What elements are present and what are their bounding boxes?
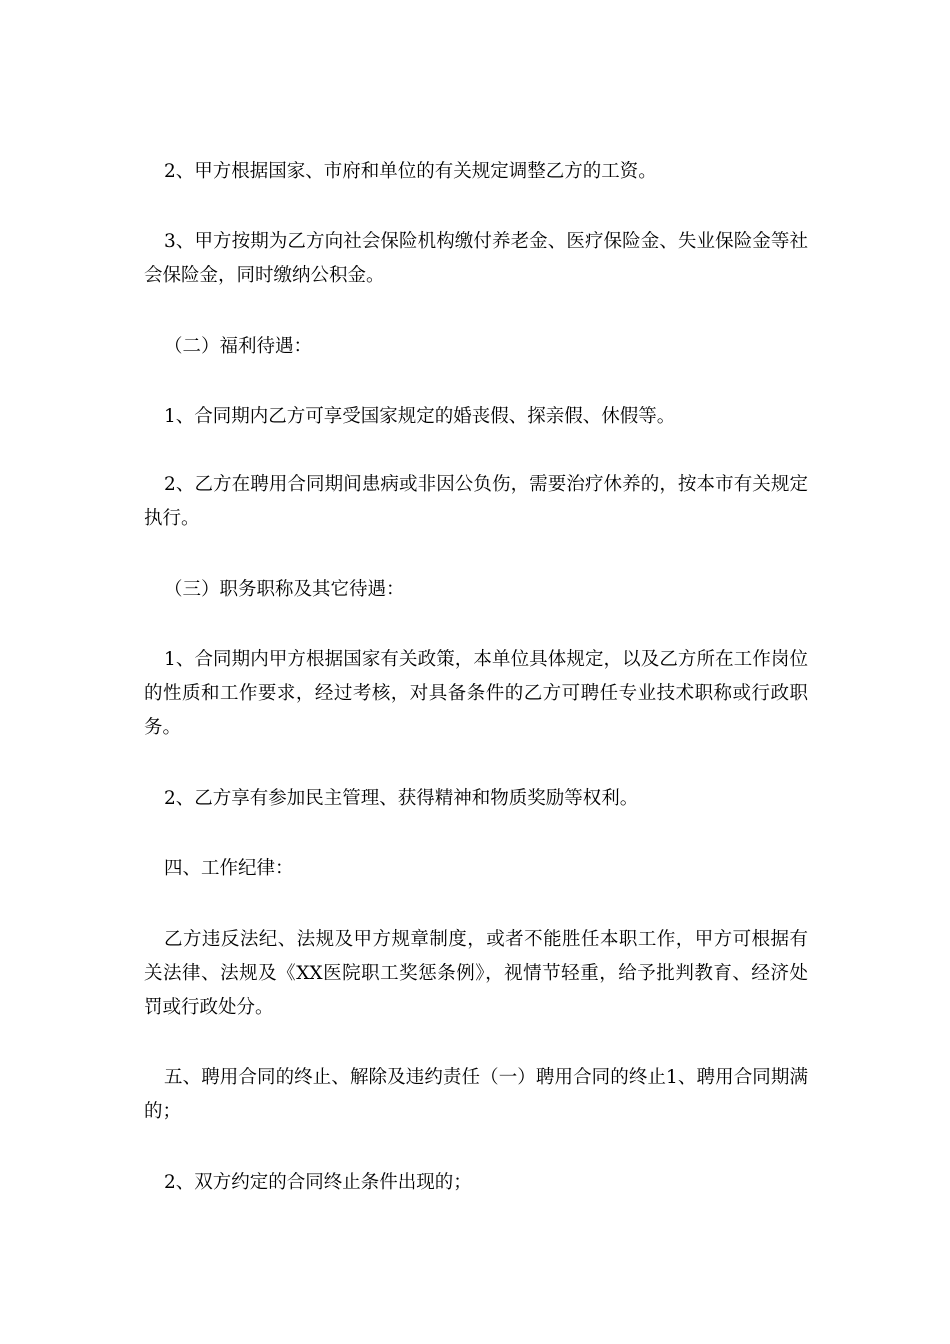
heading-position-title: （三）职务职称及其它待遇： [164, 579, 405, 600]
paragraph-salary-adjustment: 2、甲方根据国家、市府和单位的有关规定调整乙方的工资。 [164, 161, 657, 182]
document-page [144, 0, 808, 1344]
paragraph-termination-condition: 2、双方约定的合同终止条件出现的； [164, 1172, 472, 1193]
paragraph-sick-leave: 2、乙方在聘用合同期间患病或非因公负伤，需要治疗休养的，按本市有关规定执行。 [144, 474, 808, 529]
paragraph-rights: 2、乙方享有参加民主管理、获得精神和物质奖励等权利。 [164, 788, 639, 809]
paragraph-social-insurance: 3、甲方按期为乙方向社会保险机构缴付养老金、医疗保险金、失业保险金等社会保险金，同时缴纳公积金。 [144, 231, 808, 286]
paragraph-leave: 1、合同期内乙方可享受国家规定的婚丧假、探亲假、休假等。 [164, 406, 676, 427]
heading-work-discipline: 四、工作纪律： [164, 858, 294, 879]
paragraph-termination: 五、聘用合同的终止、解除及违约责任（一）聘用合同的终止1、聘用合同期满的； [144, 1067, 808, 1122]
paragraph-appointment: 1、合同期内甲方根据国家有关政策，本单位具体规定，以及乙方所在工作岗位的性质和工作要求，经过考核，对具备条件的乙方可聘任专业技术职称或行政职务。 [144, 649, 808, 738]
paragraph-discipline: 乙方违反法纪、法规及甲方规章制度，或者不能胜任本职工作，甲方可根据有关法律、法规及《XX医院职工奖惩条例》，视情节轻重，给予批判教育、经济处罚或行政处分。 [144, 929, 808, 1018]
heading-welfare: （二）福利待遇： [164, 336, 313, 357]
